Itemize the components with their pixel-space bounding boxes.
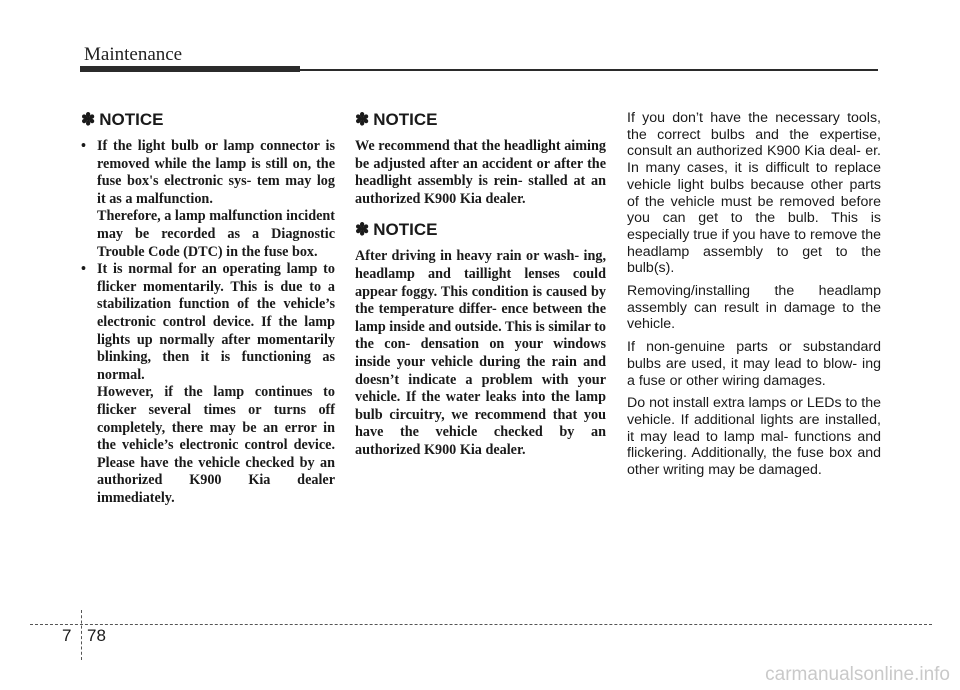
page-number: 78 bbox=[87, 626, 106, 645]
bullet-paragraph: However, if the lamp continues to flicker several times or turns off completely, there may be an error in the vehicle’s electronic control device. Please have the vehicle checked by an authorized K900 Kia dealer immediately. bbox=[97, 384, 335, 506]
header-rule-thick bbox=[80, 66, 300, 72]
notice-title: NOTICE bbox=[99, 110, 164, 129]
bullet-paragraph: Therefore, a lamp malfunction incident may be recorded as a Diagnostic Trouble Code (DTC) in the fuse box. bbox=[97, 208, 335, 260]
notice-asterisk-icon: ✽ bbox=[355, 220, 370, 240]
bullet-item bbox=[81, 261, 335, 507]
body-paragraph: If you don’t have the necessary tools, the correct bulbs and the expertise, consult an authorized K900 Kia deal- er. In many cases, it is difficult to replace vehicle light bulbs because other parts of the vehicle must be removed before you can get to the bulb. This is especially true if you have to remove the headlamp assembly to get to the bulb(s). bbox=[627, 110, 881, 277]
bullet-icon: • bbox=[81, 261, 86, 278]
bullet-paragraph: If the light bulb or lamp connector is removed while the lamp is still on, the fuse box's electronic sys- tem may log it as a malfunction. bbox=[97, 138, 335, 207]
notice-asterisk-icon: ✽ bbox=[355, 110, 370, 129]
bullet-paragraph: It is normal for an operating lamp to flicker momentarily. This is due to a stabilization function of the vehicle’s electronic control device. If the lamp lights up normally after momentarily blinking, then it is functioning as normal. bbox=[97, 261, 335, 383]
notice-bullet-list bbox=[81, 138, 335, 507]
notice-title: NOTICE bbox=[373, 220, 438, 240]
body-paragraph: Removing/installing the headlamp assembly can result in damage to the vehicle. bbox=[627, 283, 881, 333]
header-rule-thin bbox=[300, 69, 878, 71]
notice-text: We recommend that the headlight aiming be adjusted after an accident or after the headlight assembly is rein- stalled at an authorized K900 Kia dealer. bbox=[355, 138, 606, 207]
notice-asterisk-icon: ✽ bbox=[81, 110, 96, 129]
notice-heading bbox=[355, 220, 606, 240]
watermark: carmanualsonline.info bbox=[765, 664, 950, 685]
body-paragraph: If non-genuine parts or substandard bulbs are used, it may lead to blow- ing a fuse or other wiring damages. bbox=[627, 339, 881, 389]
section-title: Maintenance bbox=[84, 44, 183, 65]
notice-heading bbox=[81, 110, 335, 130]
bullet-item bbox=[81, 138, 335, 261]
chapter-number: 7 bbox=[62, 626, 72, 645]
body-paragraph: Do not install extra lamps or LEDs to the vehicle. If additional lights are installed, it may lead to lamp mal- functions and flickering. Additionally, the fuse box and other writing may be damaged. bbox=[627, 395, 881, 479]
column-3 bbox=[627, 110, 881, 485]
bullet-icon: • bbox=[81, 138, 86, 154]
column-2 bbox=[355, 110, 606, 460]
notice-text: After driving in heavy rain or wash- ing, headlamp and taillight lenses could appear foggy. This condition is caused by the temperature differ- ence between the lamp inside and outside. This is similar to the con- densation on your windows inside your vehicle during the rain and doesn’t indicate a problem with your vehicle. If the water leaks into the lamp bulb circuitry, we recommend that you have the vehicle checked by an authorized K900 Kia dealer. bbox=[355, 248, 606, 458]
notice-heading bbox=[355, 110, 606, 130]
footer-divider bbox=[81, 610, 82, 660]
footer-rule bbox=[30, 624, 932, 625]
notice-title: NOTICE bbox=[373, 110, 438, 129]
column-1 bbox=[81, 110, 335, 507]
